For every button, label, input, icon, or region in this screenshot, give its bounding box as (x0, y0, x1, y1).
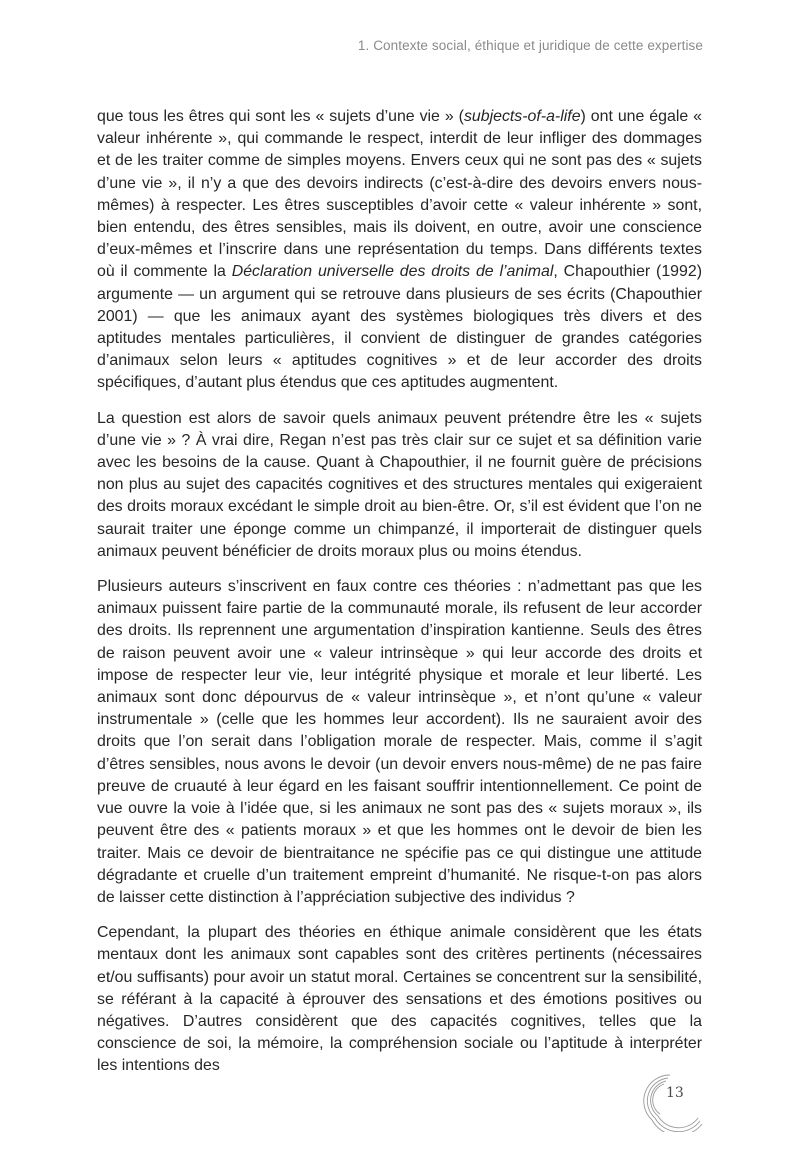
running-header: 1. Contexte social, éthique et juridique de cette expertise (357, 38, 703, 53)
paragraph-2: La question est alors de savoir quels animaux peuvent prétendre être les « sujets d’une vie » ? À vrai dire, Regan n’est pas très clair sur ce sujet et sa définition varie avec les besoins de la cause. Quant à Chapouthier, il ne fournit guère de précisions non plus au sujet des capacités cognitives et des structures mentales qui exigeraient des droits moraux excédant le simple droit au bien-être. Or, s’il est évident que l’on ne saurait traiter une éponge comme un chimpanzé, il importerait de distinguer quels animaux peuvent bénéficier de droits moraux plus ou moins étendus. (97, 409, 702, 560)
paragraph-1-italic-term: subjects-of-a-life (463, 108, 581, 125)
paragraph-1-part-2: ) ont une égale « valeur inhérente », qui commande le respect, interdit de leur infliger des dommages et de les traiter comme de simples moyens. Envers ceux qui ne sont pas des « sujets d’une vie », il n’y a que des devoirs indirects (c’est-à-dire des devoirs envers nous-mêmes) à respecter. Les êtres susceptibles d’avoir cette « valeur inhérente » sont, bien entendu, des êtres sensibles, mais ils doivent, en outre, avoir une conscience d’eux-mêmes et l’inscrire dans une représentation du temps. Dans différents textes où il commente la (97, 108, 702, 281)
concentric-arcs-icon (640, 1072, 710, 1132)
paragraph-1-part-3: , Chapouthier (1992) argumente — un argument qui se retrouve dans plusieurs de ses écrits (Chapouthier 2001) — que les animaux ayant des systèmes biologiques très divers et des aptitudes mentales particulières, il convient de distinguer de grandes catégories d’animaux selon leurs « aptitudes cognitives » et de leur accorder des droits spécifiques, d’autant plus étendus que ces aptitudes augmentent. (97, 263, 702, 392)
paragraph-1-italic-title: Déclaration universelle des droits de l’animal (231, 263, 554, 281)
paragraph-1 (97, 106, 702, 395)
page-folio (640, 1072, 710, 1132)
paragraph-4: Cependant, la plupart des théories en éthique animale considèrent que les états mentaux dont les animaux sont capables sont des critères pertinents (nécessaires et/ou suffisants) pour avoir un statut moral. Certaines se concentrent sur la sensibilité, se référant à la capacité à éprouver des sensations et des émotions positives ou négatives. D’autres considèrent que des capacités cognitives, telles que la conscience de soi, la mémoire, la compréhension sociale ou l’aptitude à interpréter les intentions des (97, 924, 702, 1075)
body-text (97, 106, 702, 1091)
paragraph-1-part-1: que tous les êtres qui sont les « sujets d’une vie » ( (97, 108, 464, 125)
page-number: 13 (666, 1085, 684, 1101)
paragraph-3: Plusieurs auteurs s’inscrivent en faux contre ces théories : n’admettant pas que les animaux puissent faire partie de la communauté morale, ils refusent de leur accorder des droits. Ils reprennent une argumentation d’inspiration kantienne. Seuls des êtres de raison peuvent avoir une « valeur intrinsèque » qui leur accorde des droits et impose de respecter leur vie, leur intégrité physique et morale et leur liberté. Les animaux sont donc dépourvus de « valeur intrinsèque », et n’ont qu’une « valeur instrumentale » (celle que les hommes leur accordent). Ils ne sauraient avoir des droits que l’on serait dans l’obligation morale de respecter. Mais, comme il s’agit d’êtres sensibles, nous avons le devoir (un devoir envers nous-même) de ne pas faire preuve de cruauté à leur égard en les faisant souffrir intentionnellement. Ce point de vue ouvre la voie à l’idée que, si les animaux ne sont pas des « sujets moraux », ils peuvent être des « patients moraux » et que les hommes ont le devoir de bien les traiter. Mais ce devoir de bientraitance ne spécifie pas ce qui distingue une attitude dégradante et cruelle d’un traitement empreint d’humanité. Ne risque-t-on pas alors de laisser cette distinction à l’appréciation subjective des individus ? (97, 578, 702, 906)
